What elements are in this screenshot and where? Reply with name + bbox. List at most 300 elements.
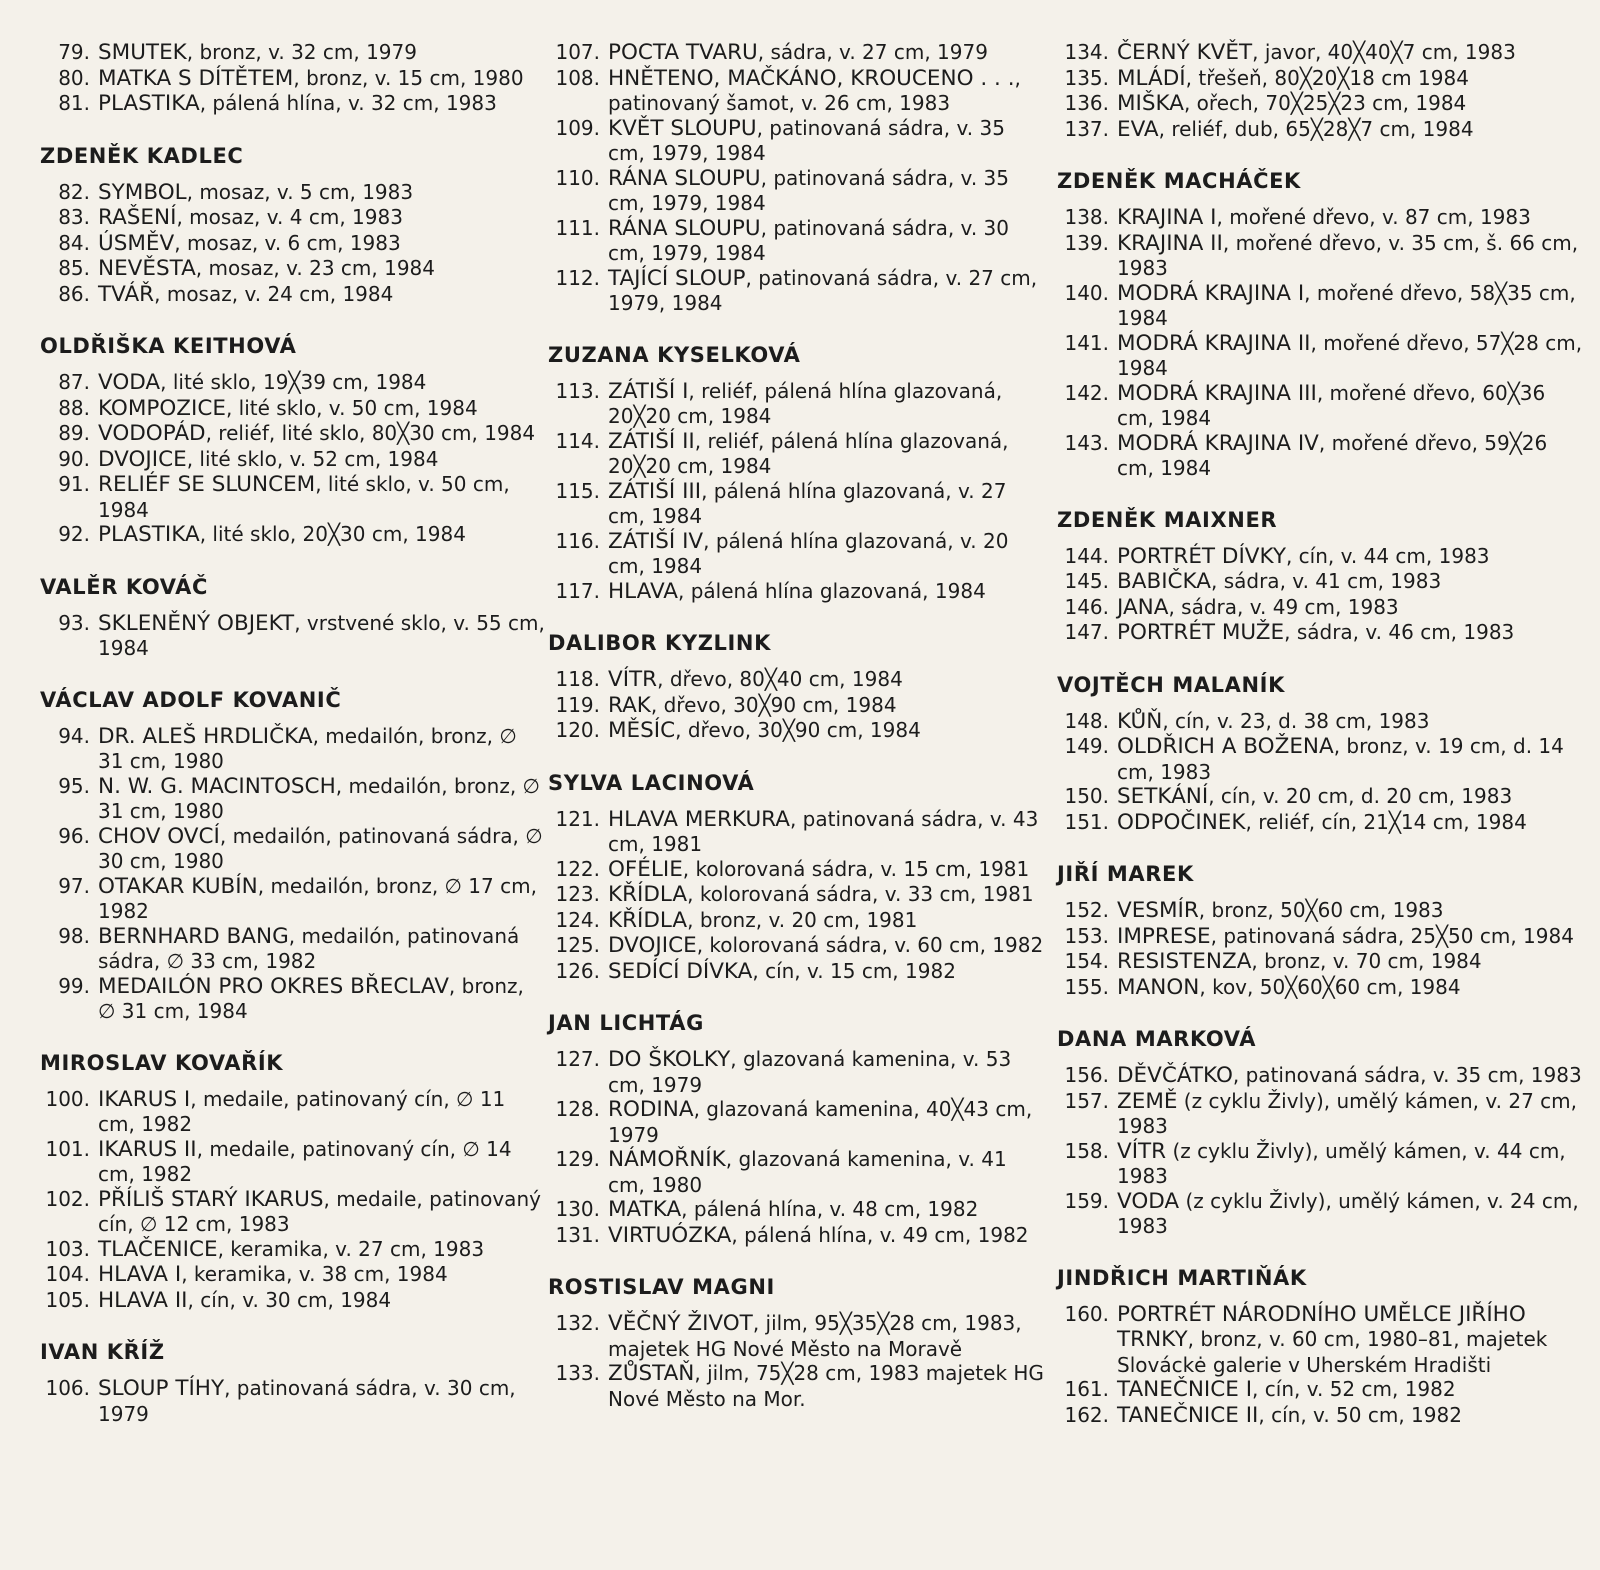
entry-title: HLAVA II (98, 1287, 188, 1313)
catalog-entry (40, 1237, 545, 1263)
entry-detail: , medailón, bronz, ∅ 17 cm, 1982 (98, 873, 537, 923)
catalog-entry (1057, 924, 1587, 950)
entry-text (98, 824, 545, 874)
catalog-entry (1057, 40, 1587, 66)
entry-text (608, 116, 1048, 166)
entry-title: NEVĚSTA (98, 256, 196, 281)
catalog-entry (548, 933, 1048, 959)
entry-detail: , medailón, patinovaná sádra, ∅ 30 cm, 1980 (98, 823, 543, 873)
entry-number: 158. (1064, 1138, 1109, 1163)
entry-number: 94. (58, 723, 90, 748)
entry-number: 110. (555, 165, 600, 190)
entry-detail: , pálená hlína, v. 48 cm, 1982 (681, 1197, 979, 1221)
entry-detail: , cín, v. 20 cm, d. 20 cm, 1983 (1208, 784, 1513, 808)
catalog-entry (40, 396, 545, 422)
entry-text (98, 205, 545, 231)
entry-title: MODRÁ KRAJINA II (1117, 330, 1311, 356)
catalog-entry (1057, 66, 1587, 92)
entry-number: 89. (58, 421, 90, 445)
column-3 (1057, 40, 1587, 1454)
entry-title: MATKA S DÍTĚTEM (98, 65, 294, 91)
entry-text (98, 1376, 545, 1426)
artist-section (548, 1010, 1048, 1248)
entry-number: 131. (555, 1222, 600, 1247)
entry-text (1117, 810, 1587, 836)
entry-text (1117, 205, 1587, 231)
artist-name: IVAN KŘÍŽ (40, 1340, 165, 1364)
entry-number: 137. (1064, 116, 1109, 141)
entry-number: 139. (1064, 230, 1109, 255)
entry-text (608, 693, 1048, 719)
entry-title: ZÁTIŠÍ II (608, 428, 695, 454)
entry-title: KŘÍDLA (608, 882, 688, 907)
entry-title: DR. ALEŠ HRDLIČKA (98, 723, 313, 749)
entry-number: 138. (1064, 205, 1109, 229)
entry-text (1117, 544, 1587, 570)
artist-name: VÁCLAV ADOLF KOVANIČ (40, 687, 342, 712)
entry-detail: , mořené dřevo, 60╳36 cm, 1984 (1117, 380, 1546, 430)
entry-detail: , kolorovaná sádra, v. 15 cm, 1981 (682, 856, 1030, 881)
artist-section (548, 342, 1048, 605)
entry-detail: , keramika, v. 38 cm, 1984 (181, 1262, 448, 1286)
catalog-entry (548, 379, 1048, 429)
catalog-entry (548, 1147, 1048, 1197)
entry-title: BERNHARD BANG (98, 923, 289, 949)
entry-detail: , reliéf, pálená hlína glazovaná, 20╳20 cm, 1984 (608, 428, 1009, 478)
entry-title: KVĚT SLOUPU (608, 115, 757, 141)
entry-text (608, 1047, 1048, 1097)
entry-title: MLÁDÍ (1117, 65, 1186, 91)
artist-section (548, 1274, 1048, 1411)
catalog-entry (1057, 1063, 1587, 1089)
entry-text (98, 180, 545, 206)
catalog-entry (40, 1376, 545, 1426)
entry-number: 87. (58, 370, 90, 394)
entry-number: 95. (58, 773, 90, 798)
entry-detail: , bronz, v. 15 cm, 1980 (293, 65, 524, 90)
catalog-entry (1057, 569, 1587, 595)
catalog-entry (548, 882, 1048, 908)
entry-title: NÁMOŘNÍK (608, 1147, 726, 1172)
entry-text (608, 579, 1048, 605)
entry-text (98, 256, 545, 282)
entry-text (1117, 331, 1587, 381)
entry-detail: , reliéf, lité sklo, 80╳30 cm, 1984 (205, 421, 536, 445)
entry-text (608, 933, 1048, 959)
entry-number: 122. (555, 856, 600, 881)
artist-name: SYLVA LACINOVÁ (548, 770, 755, 795)
entry-detail: , patinovaná sádra, v. 35 cm, 1979, 1984 (608, 165, 1009, 215)
entry-detail: , vrstvené sklo, v. 55 cm, 1984 (98, 610, 545, 660)
entry-detail: , sádra, v. 27 cm, 1979 (757, 40, 988, 64)
artist-name: JIŘÍ MAREK (1057, 862, 1194, 886)
entry-number: 96. (58, 823, 90, 848)
entry-number: 83. (58, 205, 90, 229)
entry-title: IKARUS II (98, 1136, 197, 1162)
entry-title: VIRTUÓZKA (608, 1222, 732, 1248)
entry-number: 141. (1064, 330, 1109, 355)
entry-number: 151. (1064, 809, 1109, 834)
entry-number: 150. (1064, 784, 1109, 808)
entry-number: 140. (1064, 280, 1109, 305)
entry-title: ZŮSTAŇ (608, 1361, 695, 1386)
entry-title: JANA (1117, 594, 1169, 620)
entry-title: ODPOČINEK (1117, 809, 1246, 835)
entry-number: 135. (1064, 65, 1109, 90)
entry-text (1117, 620, 1587, 646)
entry-number: 132. (555, 1311, 600, 1335)
entry-title: VĚČNÝ ŽIVOT (608, 1311, 753, 1336)
entry-detail: , glazovaná kamenina, v. 53 cm, 1979 (608, 1047, 1012, 1097)
entry-detail: , reliéf, pálená hlína glazovaná, 20╳20 cm, 1984 (608, 378, 1003, 428)
entry-text (98, 1237, 545, 1263)
entry-text (98, 874, 545, 924)
entry-number: 128. (555, 1097, 600, 1121)
catalog-entry (548, 40, 1048, 66)
catalog-entry (40, 1137, 545, 1187)
catalog-entry (548, 479, 1048, 529)
entry-number: 125. (555, 933, 600, 957)
entry-text (1117, 709, 1587, 735)
catalog-entry (40, 231, 545, 257)
entry-detail: , patinovaná sádra, v. 35 cm, 1979, 1984 (608, 115, 1005, 165)
entry-title: MATKA (608, 1197, 682, 1222)
entry-number: 112. (555, 265, 600, 290)
entry-title: RAŠENÍ (98, 205, 177, 230)
entry-detail: , medaile, patinovaný cín, ∅ 12 cm, 1983 (98, 1186, 541, 1236)
entry-text (1117, 1189, 1587, 1239)
entry-number: 126. (555, 958, 600, 983)
artist-section (1057, 861, 1587, 1000)
catalog-entry (1057, 620, 1587, 646)
catalog-entry (40, 724, 545, 774)
entry-detail: , patinovaná sádra, v. 30 cm, 1979 (98, 1376, 516, 1426)
entry-title: POCTA TVARU (608, 40, 758, 65)
entry-title: ZÁTIŠÍ III (608, 478, 702, 504)
entry-detail: , bronz, v. 32 cm, 1979 (186, 40, 417, 64)
entry-title: TAJÍCÍ SLOUP (608, 265, 746, 291)
entry-text (608, 429, 1048, 479)
entry-title: VODA (1117, 1188, 1180, 1214)
entry-number: 154. (1064, 949, 1109, 973)
entry-text (1117, 569, 1587, 595)
entry-title: DVOJICE (608, 933, 697, 958)
catalog-entry (548, 66, 1048, 116)
entry-text (608, 379, 1048, 429)
entry-number: 160. (1064, 1301, 1109, 1326)
artist-section (548, 770, 1048, 985)
catalog-entry (1057, 949, 1587, 975)
entry-number: 127. (555, 1047, 600, 1071)
entry-detail: , mosaz, v. 23 cm, 1984 (195, 256, 435, 280)
entry-title: SEDÍCÍ DÍVKA (608, 958, 753, 984)
entry-text (1117, 231, 1587, 281)
entry-title: ČERNÝ KVĚT (1117, 40, 1253, 65)
entry-title: PORTRÉT MUŽE (1117, 620, 1285, 645)
artist-section (40, 1339, 545, 1426)
entry-detail: , sádra, v. 49 cm, 1983 (1168, 594, 1399, 619)
entry-text (608, 1097, 1048, 1147)
catalog-entry (40, 180, 545, 206)
entry-detail: , třešeň, 80╳20╳18 cm 1984 (1185, 65, 1469, 90)
entry-number: 82. (58, 179, 90, 204)
entry-number: 81. (58, 91, 90, 115)
entry-text (98, 447, 545, 473)
entry-detail: , bronz, 50╳60 cm, 1983 (1198, 898, 1444, 922)
entry-detail: , mosaz, v. 5 cm, 1983 (186, 179, 414, 204)
entry-number: 100. (45, 1086, 90, 1111)
entry-number: 120. (555, 718, 600, 742)
entry-number: 114. (555, 428, 600, 453)
entry-detail: , pálená hlína glazovaná, v. 20 cm, 1984 (608, 528, 1009, 578)
entry-title: DO ŠKOLKY (608, 1047, 731, 1072)
entry-title: IMPRESE (1117, 923, 1211, 949)
entry-text (608, 1197, 1048, 1223)
entry-number: 93. (58, 610, 90, 635)
entry-number: 157. (1064, 1088, 1109, 1113)
catalog-entry (548, 116, 1048, 166)
artist-name: ZUZANA KYSELKOVÁ (548, 342, 801, 367)
entry-title: CHOV OVCÍ (98, 823, 220, 849)
entry-number: 119. (555, 692, 600, 717)
entry-detail: , glazovaná kamenina, 40╳43 cm, 1979 (608, 1097, 1033, 1147)
entry-number: 104. (45, 1262, 90, 1286)
entry-number: 91. (58, 472, 90, 496)
artist-name: ZDENĚK MACHÁČEK (1057, 169, 1301, 193)
entry-number: 136. (1064, 91, 1109, 115)
entry-number: 148. (1064, 708, 1109, 733)
artist-name: OLDŘIŠKA KEITHOVÁ (40, 334, 297, 358)
entry-number: 161. (1064, 1377, 1109, 1401)
entry-title: SYMBOL (98, 179, 187, 205)
catalog-entry (40, 974, 545, 1024)
artist-name: VALĚR KOVÁČ (40, 574, 208, 599)
catalog-entry (40, 447, 545, 473)
entry-title: RÁNA SLOUPU (608, 215, 761, 241)
entry-title: VÍTR (1117, 1138, 1167, 1164)
entry-detail: , kolorovaná sádra, v. 33 cm, 1981 (687, 882, 1034, 906)
entry-number: 108. (555, 65, 600, 90)
entry-number: 113. (555, 378, 600, 403)
entry-text (1117, 898, 1587, 924)
catalog-entry (548, 693, 1048, 719)
entry-number: 109. (555, 115, 600, 140)
artist-section (1057, 40, 1587, 142)
catalog-entry (40, 522, 545, 548)
entry-title: VODOPÁD (98, 421, 206, 446)
entry-text (98, 974, 545, 1024)
entry-number: 152. (1064, 898, 1109, 922)
entry-title: SKLENĚNÝ OBJEKT (98, 610, 295, 636)
catalog-entry (548, 1361, 1048, 1411)
catalog-entry (548, 1223, 1048, 1249)
entry-number: 106. (45, 1376, 90, 1400)
entry-number: 88. (58, 395, 90, 420)
catalog-entry (1057, 784, 1587, 810)
entry-title: OLDŘICH A BOŽENA (1117, 734, 1334, 759)
entry-number: 103. (45, 1236, 90, 1261)
entry-text (1117, 281, 1587, 331)
catalog-entry (1057, 205, 1587, 231)
artist-name: ZDENĚK MAIXNER (1057, 507, 1278, 532)
artist-section (548, 630, 1048, 744)
entry-text (1117, 431, 1587, 481)
entry-text (1117, 1377, 1587, 1403)
entry-title: TANEČNICE I (1117, 1377, 1253, 1402)
entry-title: ZÁTIŠÍ IV (608, 528, 704, 554)
catalog-entry (40, 774, 545, 824)
entry-text (1117, 91, 1587, 117)
entry-text (608, 1311, 1048, 1361)
entry-title: KRAJINA II (1117, 230, 1223, 256)
entry-text (1117, 1302, 1587, 1378)
entry-title: SMUTEK (98, 40, 187, 65)
entry-detail: , cín, v. 15 cm, 1982 (752, 958, 956, 983)
catalog-entry (40, 282, 545, 308)
catalog-entry (40, 472, 545, 522)
catalog-entry (548, 857, 1048, 883)
entry-detail: , mořené dřevo, 58╳35 cm, 1984 (1117, 280, 1576, 330)
entry-title: PORTRÉT NÁRODNÍHO UMĚLCE JIŘÍHO TRNKY (1117, 1301, 1526, 1352)
entry-text (98, 611, 545, 661)
entry-text (1117, 66, 1587, 92)
entry-title: MIŠKA (1117, 91, 1184, 116)
entry-text (98, 421, 545, 447)
entry-detail: (z cyklu Živly), umělý kámen, v. 24 cm, 1983 (1117, 1188, 1579, 1238)
entry-detail: , bronz, v. 60 cm, 1980–81, majetek Slováckė galerie v Uherském Hradišti (1117, 1327, 1548, 1377)
catalog-entry (548, 1311, 1048, 1361)
entry-title: N. W. G. MACINTOSCH (98, 773, 336, 799)
entry-detail: , medaile, patinovaný cín, ∅ 14 cm, 1982 (98, 1136, 512, 1186)
entry-detail: , mořené dřevo, v. 35 cm, š. 66 cm, 1983 (1117, 230, 1579, 280)
entry-text (98, 1187, 545, 1237)
entry-detail: , lité sklo, v. 50 cm, 1984 (225, 395, 478, 420)
artist-name: DANA MARKOVÁ (1057, 1027, 1257, 1051)
artist-section (1057, 507, 1587, 646)
catalog-entry (548, 959, 1048, 985)
entry-number: 116. (555, 528, 600, 553)
entry-title: HNĚTENO, MAČKÁNO, KROUCENO . . . (608, 65, 1015, 91)
entry-detail: , reliéf, dub, 65╳28╳7 cm, 1984 (1158, 116, 1474, 141)
artist-section (40, 574, 545, 661)
catalog-entry (1057, 1189, 1587, 1239)
entry-detail: , sádra, v. 46 cm, 1983 (1284, 620, 1515, 644)
entry-text (608, 40, 1048, 66)
catalog-entry (1057, 1302, 1587, 1378)
entry-detail: (z cyklu Živly), umělý kámen, v. 44 cm, 1983 (1117, 1138, 1566, 1188)
catalog-entry (1057, 709, 1587, 735)
artist-section (40, 1050, 545, 1314)
entry-text (608, 66, 1048, 116)
catalog-entry (1057, 1139, 1587, 1189)
entry-title: IKARUS I (98, 1086, 191, 1112)
entry-number: 134. (1064, 40, 1109, 64)
entry-text (608, 882, 1048, 908)
entry-detail: , patinovaná sádra, v. 35 cm, 1983 (1232, 1063, 1582, 1087)
entry-detail: , lité sklo, 19╳39 cm, 1984 (160, 370, 427, 394)
catalog-entry (548, 429, 1048, 479)
entry-detail: , dřevo, 30╳90 cm, 1984 (650, 692, 897, 717)
entry-detail: , lité sklo, v. 50 cm, 1984 (98, 472, 510, 522)
catalog-entry (1057, 975, 1587, 1001)
artist-section (1057, 672, 1587, 836)
entry-detail: , patinovaná sádra, v. 43 cm, 1981 (608, 806, 1039, 856)
entry-number: 117. (555, 578, 600, 603)
entry-title: OTAKAR KUBÍN (98, 873, 258, 899)
entry-title: KOMPOZICE (98, 395, 226, 421)
entry-detail: , medaile, patinovaný cín, ∅ 11 cm, 1982 (98, 1086, 506, 1136)
entry-text (1117, 595, 1587, 621)
entry-title: TVÁŘ (98, 281, 155, 307)
entry-number: 85. (58, 256, 90, 280)
entry-detail: , cín, v. 30 cm, 1984 (187, 1287, 392, 1312)
entry-number: 159. (1064, 1188, 1109, 1213)
catalog-entry (548, 1097, 1048, 1147)
entry-title: VÍTR (608, 667, 658, 692)
entry-detail: , cín, v. 50 cm, 1982 (1258, 1402, 1462, 1427)
entry-title: ZEMĚ (1117, 1088, 1178, 1114)
entry-title: OFÉLIE (608, 856, 683, 882)
entry-text (1117, 975, 1587, 1001)
artist-section (40, 143, 545, 308)
catalog-entry (40, 611, 545, 661)
entry-number: 156. (1064, 1063, 1109, 1087)
catalog-entry (1057, 544, 1587, 570)
artist-section (1057, 1265, 1587, 1429)
entry-number: 144. (1064, 543, 1109, 568)
entry-text (98, 370, 545, 396)
entry-text (1117, 924, 1587, 950)
entry-title: PŘÍLIŠ STARÝ IKARUS (98, 1186, 324, 1212)
entry-detail: , cín, v. 23, d. 38 cm, 1983 (1162, 708, 1430, 733)
entry-text (98, 774, 545, 824)
entry-title: MODRÁ KRAJINA I (1117, 280, 1305, 306)
catalog-entry (40, 874, 545, 924)
entry-text (608, 216, 1048, 266)
entry-detail: , bronz, v. 20 cm, 1981 (687, 907, 918, 932)
entry-number: 121. (555, 806, 600, 831)
entry-number: 155. (1064, 974, 1109, 999)
entry-number: 86. (58, 281, 90, 306)
entry-detail: , patinovaný šamot, v. 26 cm, 1983 (608, 65, 1021, 115)
entry-number: 98. (58, 923, 90, 948)
entry-detail: , mořené dřevo, v. 87 cm, 1983 (1216, 205, 1531, 229)
entry-number: 99. (58, 973, 90, 998)
entry-number: 162. (1064, 1402, 1109, 1427)
entry-title: KRAJINA I (1117, 205, 1217, 230)
catalog-entry (40, 370, 545, 396)
artist-name: VOJTĚCH MALANÍK (1057, 672, 1285, 697)
catalog-entry (548, 216, 1048, 266)
entry-text (1117, 40, 1587, 66)
entry-text (1117, 1139, 1587, 1189)
artist-section (40, 687, 545, 1024)
entry-detail: (z cyklu Živly), umělý kámen, v. 27 cm, 1983 (1117, 1088, 1577, 1138)
entry-detail: , patinovaná sádra, 25╳50 cm, 1984 (1210, 923, 1574, 948)
entry-text (608, 667, 1048, 693)
entry-text (608, 857, 1048, 883)
entry-title: RAK (608, 692, 651, 718)
catalog-entry (40, 1288, 545, 1314)
entry-number: 105. (45, 1287, 90, 1312)
artist-name: ROSTISLAV MAGNI (548, 1275, 775, 1299)
entry-title: PORTRÉT DÍVKY (1117, 543, 1286, 569)
entry-number: 130. (555, 1197, 600, 1221)
entry-title: ZÁTIŠÍ I (608, 378, 689, 404)
entry-number: 129. (555, 1147, 600, 1171)
entry-detail: , pálená hlína glazovaná, v. 27 cm, 1984 (608, 478, 1007, 528)
catalog-entry (40, 1262, 545, 1288)
